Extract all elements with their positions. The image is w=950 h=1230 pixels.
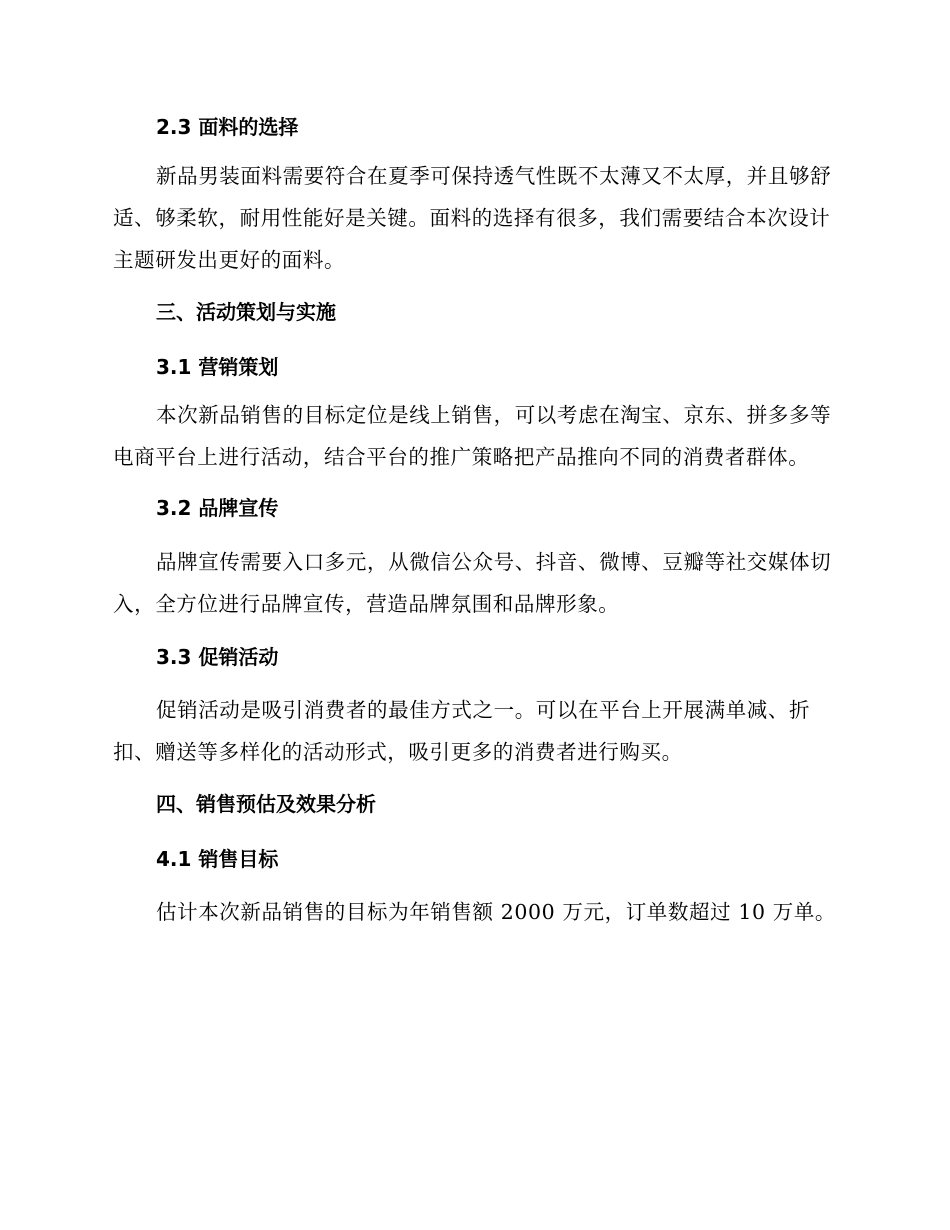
- document-body: [113, 108, 837, 933]
- heading-marketing-plan: 3.1 营销策划: [156, 355, 279, 379]
- paragraph-promotion-activities: 促销活动是吸引消费者的最佳方式之一。可以在平台上开展满单减、折扣、赠送等多样化的活动形式，吸引更多的消费者进行购买。: [113, 698, 811, 764]
- heading-promotion-activities: 3.3 促销活动: [156, 645, 279, 669]
- paragraph-marketing-plan: 本次新品销售的目标定位是线上销售，可以考虑在淘宝、京东、拼多多等电商平台上进行活动，结合平台的推广策略把产品推向不同的消费者群体。: [113, 403, 832, 469]
- heading-sales-target: 4.1 销售目标: [156, 847, 279, 871]
- heading-brand-promotion: 3.2 品牌宣传: [156, 496, 279, 520]
- heading-fabric-selection: 2.3 面料的选择: [156, 115, 299, 139]
- heading-activity-planning: 三、活动策划与实施: [156, 300, 336, 324]
- paragraph-brand-promotion: 品牌宣传需要入口多元，从微信公众号、抖音、微博、豆瓣等社交媒体切入，全方位进行品牌宣传，营造品牌氛围和品牌形象。: [113, 550, 832, 616]
- paragraph-fabric-selection: 新品男装面料需要符合在夏季可保持透气性既不太薄又不太厚，并且够舒适、够柔软，耐用性能好是关键。面料的选择有很多，我们需要结合本次设计主题研发出更好的面料。: [113, 164, 832, 272]
- paragraph-sales-target: 估计本次新品销售的目标为年销售额 2000 万元，订单数超过 10 万单。: [156, 900, 837, 924]
- heading-sales-forecast: 四、销售预估及效果分析: [156, 792, 376, 816]
